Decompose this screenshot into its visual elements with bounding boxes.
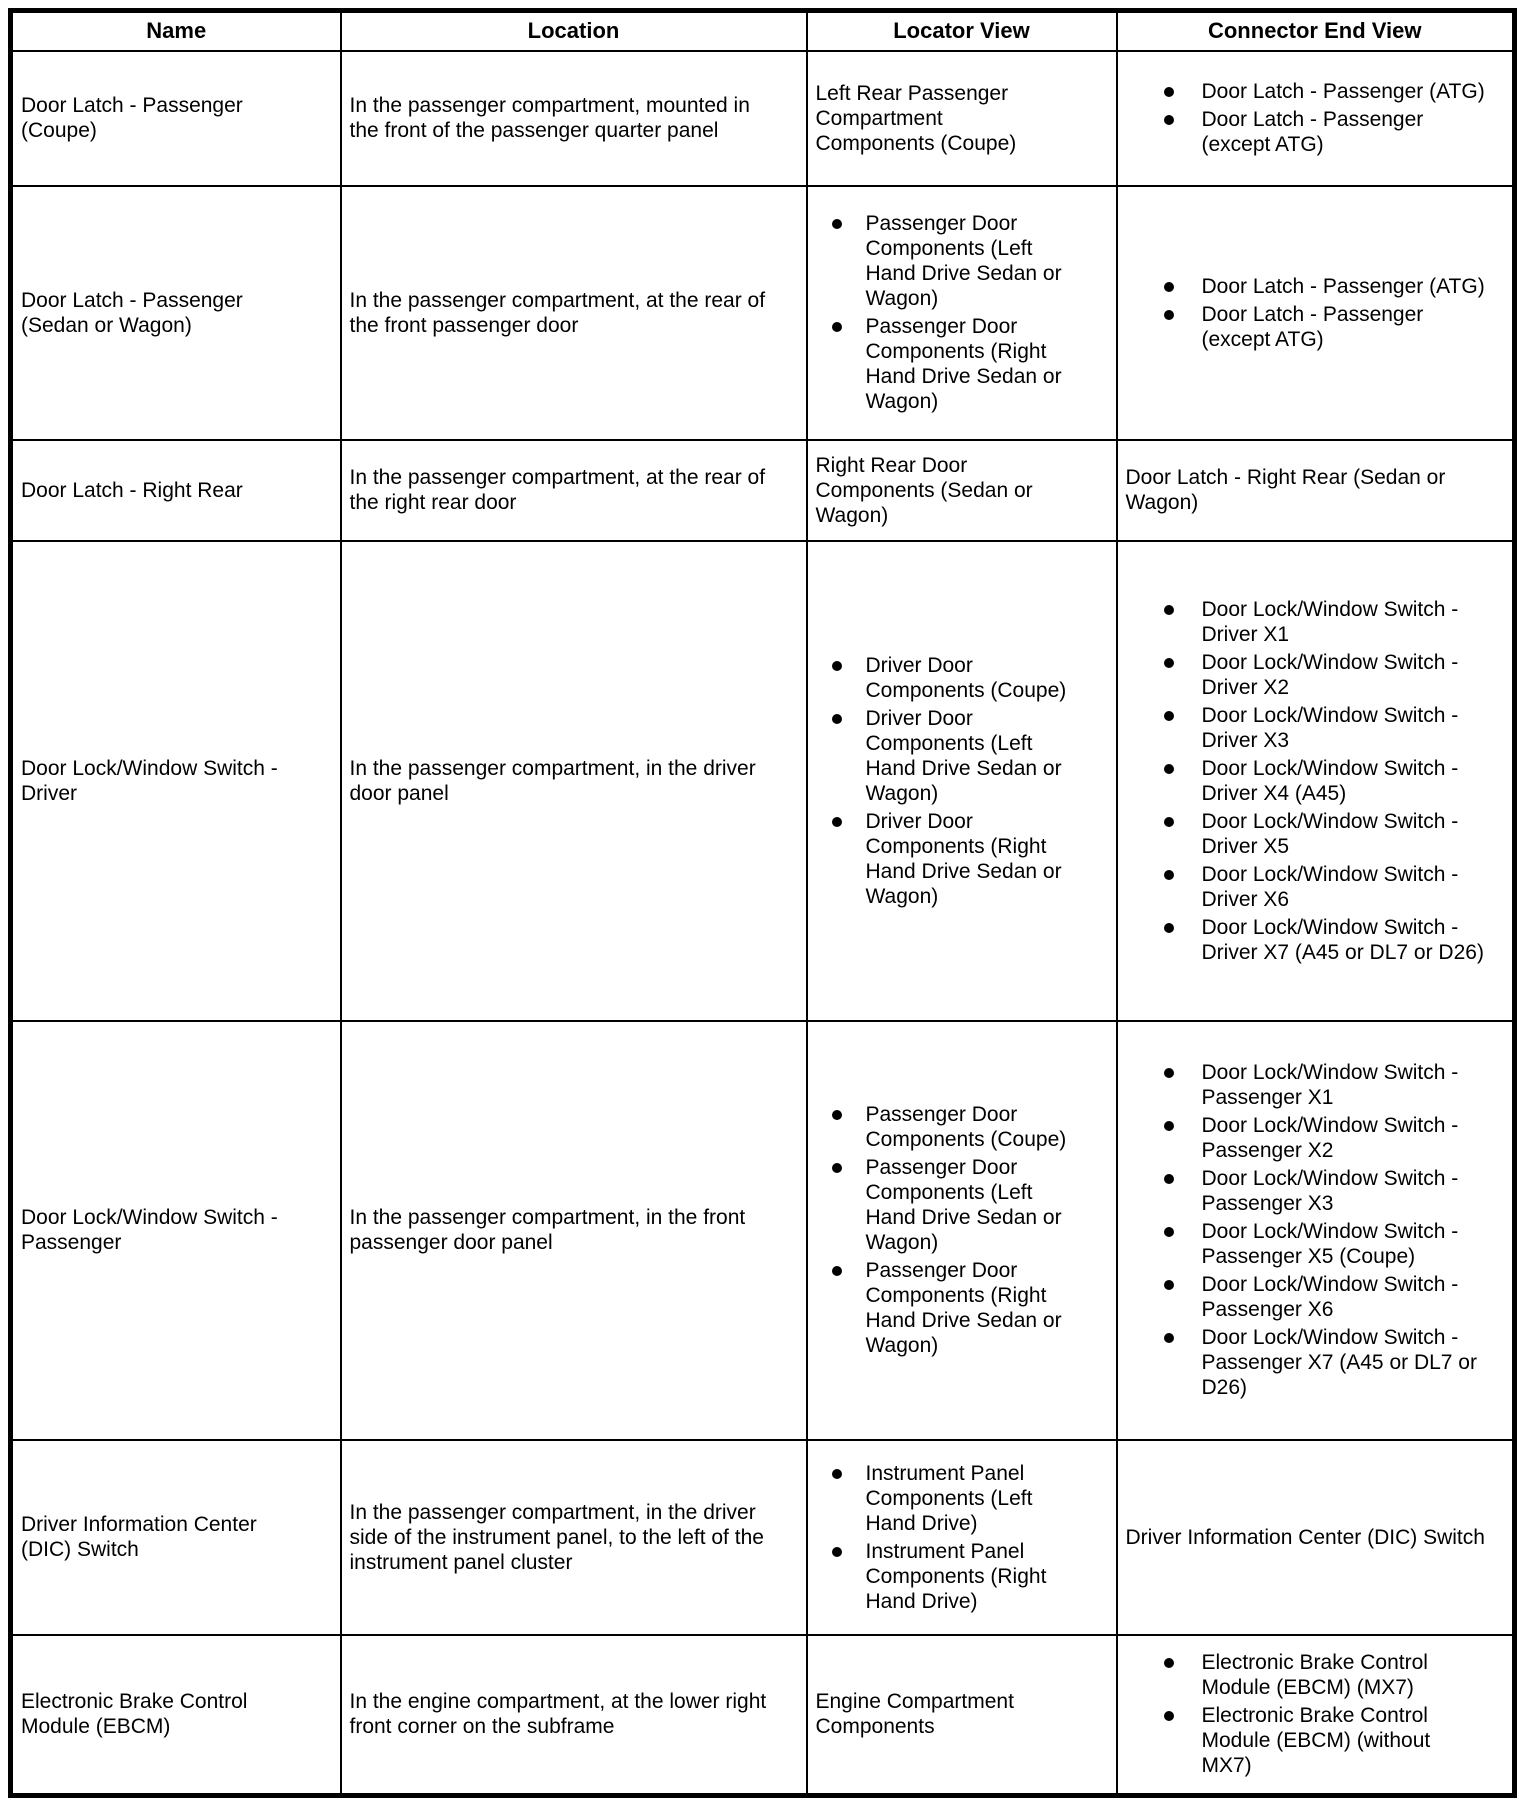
table-row: [11, 1635, 1515, 1796]
table-row: [11, 440, 1515, 541]
bullet-list: [808, 211, 1116, 414]
bullet-item: Passenger Door Components (Left Hand Drive Sedan or Wagon): [808, 1155, 1116, 1255]
bullet-list: [808, 1461, 1116, 1614]
bullet-item: Door Lock/Window Switch - Driver X5: [1118, 809, 1513, 859]
connector-end-view-cell: [1117, 1440, 1515, 1635]
bullet-list: [1118, 274, 1513, 352]
bullet-item: Instrument Panel Components (Left Hand Drive): [808, 1461, 1116, 1536]
plain-view-text: Door Latch - Right Rear (Sedan or Wagon): [1125, 466, 1446, 514]
bullet-item: Door Lock/Window Switch - Driver X6: [1118, 862, 1513, 912]
bullet-item: Door Lock/Window Switch - Driver X7 (A45 or DL7 or D26): [1118, 915, 1513, 965]
table-row: [11, 1021, 1515, 1440]
bullet-item: Passenger Door Components (Right Hand Drive Sedan or Wagon): [808, 1258, 1116, 1358]
location-cell: In the passenger compartment, mounted in the front of the passenger quarter panel: [341, 51, 807, 186]
table-row: [11, 186, 1515, 440]
bullet-item: Door Latch - Passenger (except ATG): [1118, 302, 1513, 352]
location-cell: In the passenger compartment, in the driver door panel: [341, 541, 807, 1021]
plain-view-text: Right Rear Door Components (Sedan or Wagon): [815, 453, 1033, 527]
header-connector-end-view: Connector End View: [1117, 11, 1515, 51]
bullet-item: Door Lock/Window Switch - Passenger X2: [1118, 1113, 1513, 1163]
bullet-item: Door Latch - Passenger (ATG): [1118, 79, 1513, 104]
bullet-item: Door Latch - Passenger (except ATG): [1118, 107, 1513, 157]
connector-end-view-cell: [1117, 1021, 1515, 1440]
component-locator-table: [8, 8, 1517, 1798]
header-location: Location: [341, 11, 807, 51]
table-row: [11, 541, 1515, 1021]
connector-end-view-cell: [1117, 51, 1515, 186]
bullet-item: Driver Door Components (Left Hand Drive Sedan or Wagon): [808, 706, 1116, 806]
bullet-item: Door Lock/Window Switch - Driver X1: [1118, 597, 1513, 647]
bullet-item: Instrument Panel Components (Right Hand Drive): [808, 1539, 1116, 1614]
bullet-item: Passenger Door Components (Left Hand Drive Sedan or Wagon): [808, 211, 1116, 311]
name-cell: Door Lock/Window Switch - Passenger: [11, 1021, 341, 1440]
table-row: [11, 51, 1515, 186]
plain-view-text: Engine Compartment Components: [815, 1690, 1014, 1739]
locator-view-cell: [807, 541, 1117, 1021]
locator-view-cell: [807, 1021, 1117, 1440]
table-body: [11, 51, 1515, 1796]
bullet-item: Passenger Door Components (Coupe): [808, 1102, 1116, 1152]
bullet-item: Door Lock/Window Switch - Driver X4 (A45): [1118, 756, 1513, 806]
connector-end-view-cell: [1117, 440, 1515, 541]
name-cell: Electronic Brake Control Module (EBCM): [11, 1635, 341, 1796]
locator-view-cell: [807, 440, 1117, 541]
locator-view-cell: [807, 1440, 1117, 1635]
connector-end-view-cell: [1117, 1635, 1515, 1796]
name-cell: Door Latch - Passenger (Coupe): [11, 51, 341, 186]
bullet-list: [808, 1102, 1116, 1358]
header-locator-view: Locator View: [807, 11, 1117, 51]
bullet-item: Electronic Brake Control Module (EBCM) (without MX7): [1118, 1703, 1513, 1778]
location-cell: In the passenger compartment, at the rear of the front passenger door: [341, 186, 807, 440]
name-cell: Driver Information Center (DIC) Switch: [11, 1440, 341, 1635]
plain-view-text: Driver Information Center (DIC) Switch: [1125, 1525, 1485, 1549]
bullet-list: [1118, 597, 1513, 965]
bullet-list: [808, 653, 1116, 909]
locator-view-cell: [807, 51, 1117, 186]
bullet-item: Driver Door Components (Right Hand Drive Sedan or Wagon): [808, 809, 1116, 909]
bullet-list: [1118, 79, 1513, 157]
name-cell: Door Latch - Right Rear: [11, 440, 341, 541]
bullet-item: Passenger Door Components (Right Hand Drive Sedan or Wagon): [808, 314, 1116, 414]
name-cell: Door Lock/Window Switch - Driver: [11, 541, 341, 1021]
bullet-item: Driver Door Components (Coupe): [808, 653, 1116, 703]
connector-end-view-cell: [1117, 186, 1515, 440]
name-cell: Door Latch - Passenger (Sedan or Wagon): [11, 186, 341, 440]
bullet-item: Electronic Brake Control Module (EBCM) (MX7): [1118, 1650, 1513, 1700]
bullet-item: Door Lock/Window Switch - Passenger X5 (Coupe): [1118, 1219, 1513, 1269]
connector-end-view-cell: [1117, 541, 1515, 1021]
bullet-item: Door Latch - Passenger (ATG): [1118, 274, 1513, 299]
location-cell: In the passenger compartment, at the rear of the right rear door: [341, 440, 807, 541]
plain-view-text: Left Rear Passenger Compartment Components (Coupe): [815, 81, 1017, 155]
bullet-list: [1118, 1650, 1513, 1778]
location-cell: In the passenger compartment, in the driver side of the instrument panel, to the left of the instrument panel cluster: [341, 1440, 807, 1635]
table-row: [11, 1440, 1515, 1635]
location-cell: In the engine compartment, at the lower right front corner on the subframe: [341, 1635, 807, 1796]
table-header-row: [11, 11, 1515, 51]
bullet-list: [1118, 1060, 1513, 1400]
bullet-item: Door Lock/Window Switch - Driver X3: [1118, 703, 1513, 753]
bullet-item: Door Lock/Window Switch - Passenger X6: [1118, 1272, 1513, 1322]
header-name: Name: [11, 11, 341, 51]
bullet-item: Door Lock/Window Switch - Passenger X3: [1118, 1166, 1513, 1216]
bullet-item: Door Lock/Window Switch - Passenger X1: [1118, 1060, 1513, 1110]
locator-view-cell: [807, 186, 1117, 440]
bullet-item: Door Lock/Window Switch - Passenger X7 (A45 or DL7 or D26): [1118, 1325, 1513, 1400]
bullet-item: Door Lock/Window Switch - Driver X2: [1118, 650, 1513, 700]
locator-view-cell: [807, 1635, 1117, 1796]
location-cell: In the passenger compartment, in the front passenger door panel: [341, 1021, 807, 1440]
